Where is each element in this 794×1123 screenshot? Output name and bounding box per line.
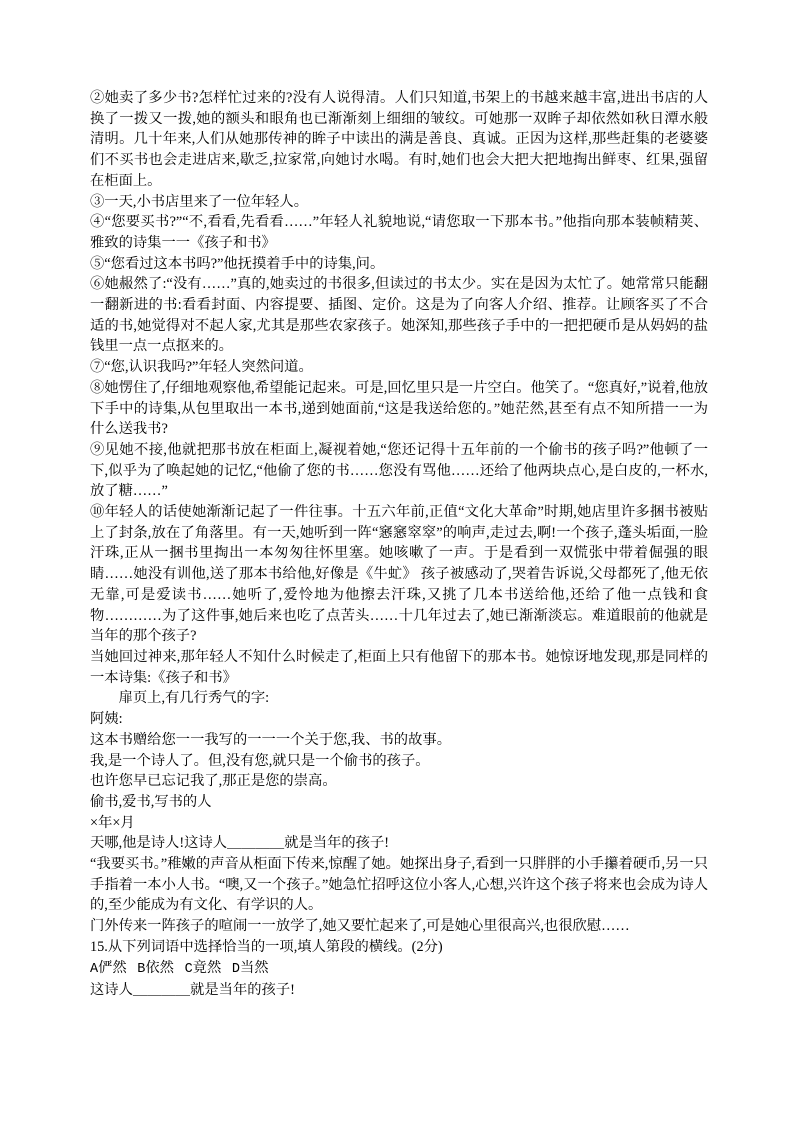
reading-passage: [90, 88, 708, 937]
question-15-prompt: 15.从下列词语中选择恰当的一项,填人第段的横线。(2分): [90, 938, 443, 955]
option-b-key: B: [137, 961, 146, 977]
option-d-key: D: [231, 961, 240, 977]
option-c-word: 竟然: [192, 959, 222, 976]
story-paragraph-10: ⑩年轻人的话使她渐渐记起了一件往事。十五六年前,正值“文化大革命”时期,她店里许多捆书被贴上了封条,放在了角落里。有一天,她听到一阵“窸窸窣窣”的响声,走过去,啊!一个孩子,蓬头垢面,一脸汗珠,正从一捆书里掏出一本匆匆往怀里塞。她咳嗽了一声。于是看到一双慌张中带着倔强的眼睛……她没有训他,送了那本书给他,好像是《牛虻》 孩子被感动了,哭着告诉说,父母都死了,他无依无靠,可是爱读书……她听了,爱怜地为他擦去汗珠,又挑了几本书送给他,还给了他一点钱和食物…………为了这件事,她后来也吃了点苦头……十几年过去了,她已渐渐淡忘。难道眼前的他就是当年的那个孩子?: [90, 504, 708, 645]
story-paragraph-6: ⑥她赧然了:“没有……”真的,她卖过的书很多,但读过的书太少。实在是因为太忙了。她常常只能翻一翻新进的书:看看封面、内容提要、插图、定价。这是为了向客人介绍、推荐。让顾客买了不合适的书,她觉得对不起人家,尤其是那些农家孩子。她深知,那些孩子手中的一把把硬币是从妈妈的盐钱里一点一点抠来的。: [90, 276, 708, 355]
story-paragraph-8: ⑧她愣住了,仔细地观察他,希望能记起来。可是,回忆里只是一片空白。他笑了。“您真好,”说着,他放下手中的诗集,从包里取出一本书,递到她面前,“这是我送给您的。”她茫然,甚至有点不知所措一一为什么送我书?: [90, 379, 708, 438]
option-b: [137, 960, 174, 976]
option-d: [232, 960, 269, 976]
story-paragraph-exclaim: 天哪,他是诗人!这诗人＿＿＿＿就是当年的孩子!: [90, 835, 390, 852]
story-paragraph-4: ④“您要买书?”“不,看看,先看看……”年轻人礼貌地说,“请您取一下那本书。”他指向那本装帧精荚、雅致的诗集一一《孩子和书》: [90, 214, 708, 251]
option-d-word: 当然: [239, 959, 269, 976]
story-paragraph-3: ③一天,小书店里来了一位年轻人。: [90, 193, 309, 210]
story-paragraph-ending: 门外传来一阵孩子的喧闹一一放学了,她又要忙起来了,可是她心里很高兴,也很欣慰……: [90, 918, 630, 935]
flyleaf-lead-line: 扉页上,有几行秀气的字:: [118, 690, 270, 707]
option-a: [90, 960, 127, 976]
question-15-options: [90, 958, 708, 981]
letter-signature: 偷书,爱书,写书的人: [90, 793, 212, 810]
story-paragraph-2: ②她卖了多少书?怎样忙过来的?没有人说得清。人们只知道,书架上的书越来越丰富,进出书店的人换了一拨又一拨,她的额头和眼角也已渐渐刻上细细的皱纹。可她那一双眸子却依然如秋日潭水般清明。几十年来,人们从她那传神的眸子中读出的满是善良、真诚。正因为这样,那些赶集的老婆婆们不买书也会走进店来,歇乏,拉家常,向她讨水喝。有时,她们也会大把大把地掏出鲜枣、红果,强留在柜面上。: [90, 90, 708, 189]
question-15-stem: 这诗人＿＿＿＿就是当年的孩子!: [90, 982, 295, 999]
option-a-key: A: [90, 961, 99, 977]
option-a-word: 俨然: [98, 959, 127, 976]
letter-salutation: 阿姨:: [90, 711, 123, 728]
story-paragraph-return: 当她回过神来,那年轻人不知什么时候走了,柜面上只有他留下的那本书。她惊讶地发现,那是同样的一本诗集:《孩子和书》: [90, 648, 708, 686]
story-paragraph-5: ⑤“您看过这本书吗?”他抚摸着手中的诗集,问。: [90, 255, 385, 272]
letter-line-3: 也许您早已忘记我了,那正是您的崇高。: [90, 773, 337, 790]
story-paragraph-9: ⑨见她不接,他就把那书放在柜面上,凝视着她,“您还记得十五年前的一个偷书的孩子吗?”他顿了一下,似乎为了唤起她的记忆,“他偷了您的书……您没有骂他……还给了他两块点心,是白皮的,一杯水,放了糖……”: [90, 441, 708, 500]
option-b-word: 依然: [145, 959, 174, 976]
option-c: [185, 960, 222, 976]
letter-line-2: 我,是一个诗人了。但,没有您,就只是一个偷书的孩子。: [90, 752, 430, 769]
option-c-key: C: [184, 961, 193, 977]
letter-line-1: 这本书赠给您一一我写的一一一个关于您,我、书的故事。: [90, 731, 451, 748]
story-paragraph-7: ⑦“您,认识我吗?”年轻人突然问道。: [90, 359, 313, 376]
story-paragraph-child: “我要买书。”稚嫩的声音从柜面下传来,惊醒了她。她探出身子,看到一只胖胖的小手攥着硬币,另一只手指着一本小人书。“噢,又一个孩子。”她急忙招呼这位小客人,心想,兴许这个孩子将来也会成为诗人的,至少能成为有文化、有学识的人。: [90, 856, 708, 914]
question-15: [90, 937, 708, 1001]
letter-date: ×年×月: [90, 814, 135, 831]
